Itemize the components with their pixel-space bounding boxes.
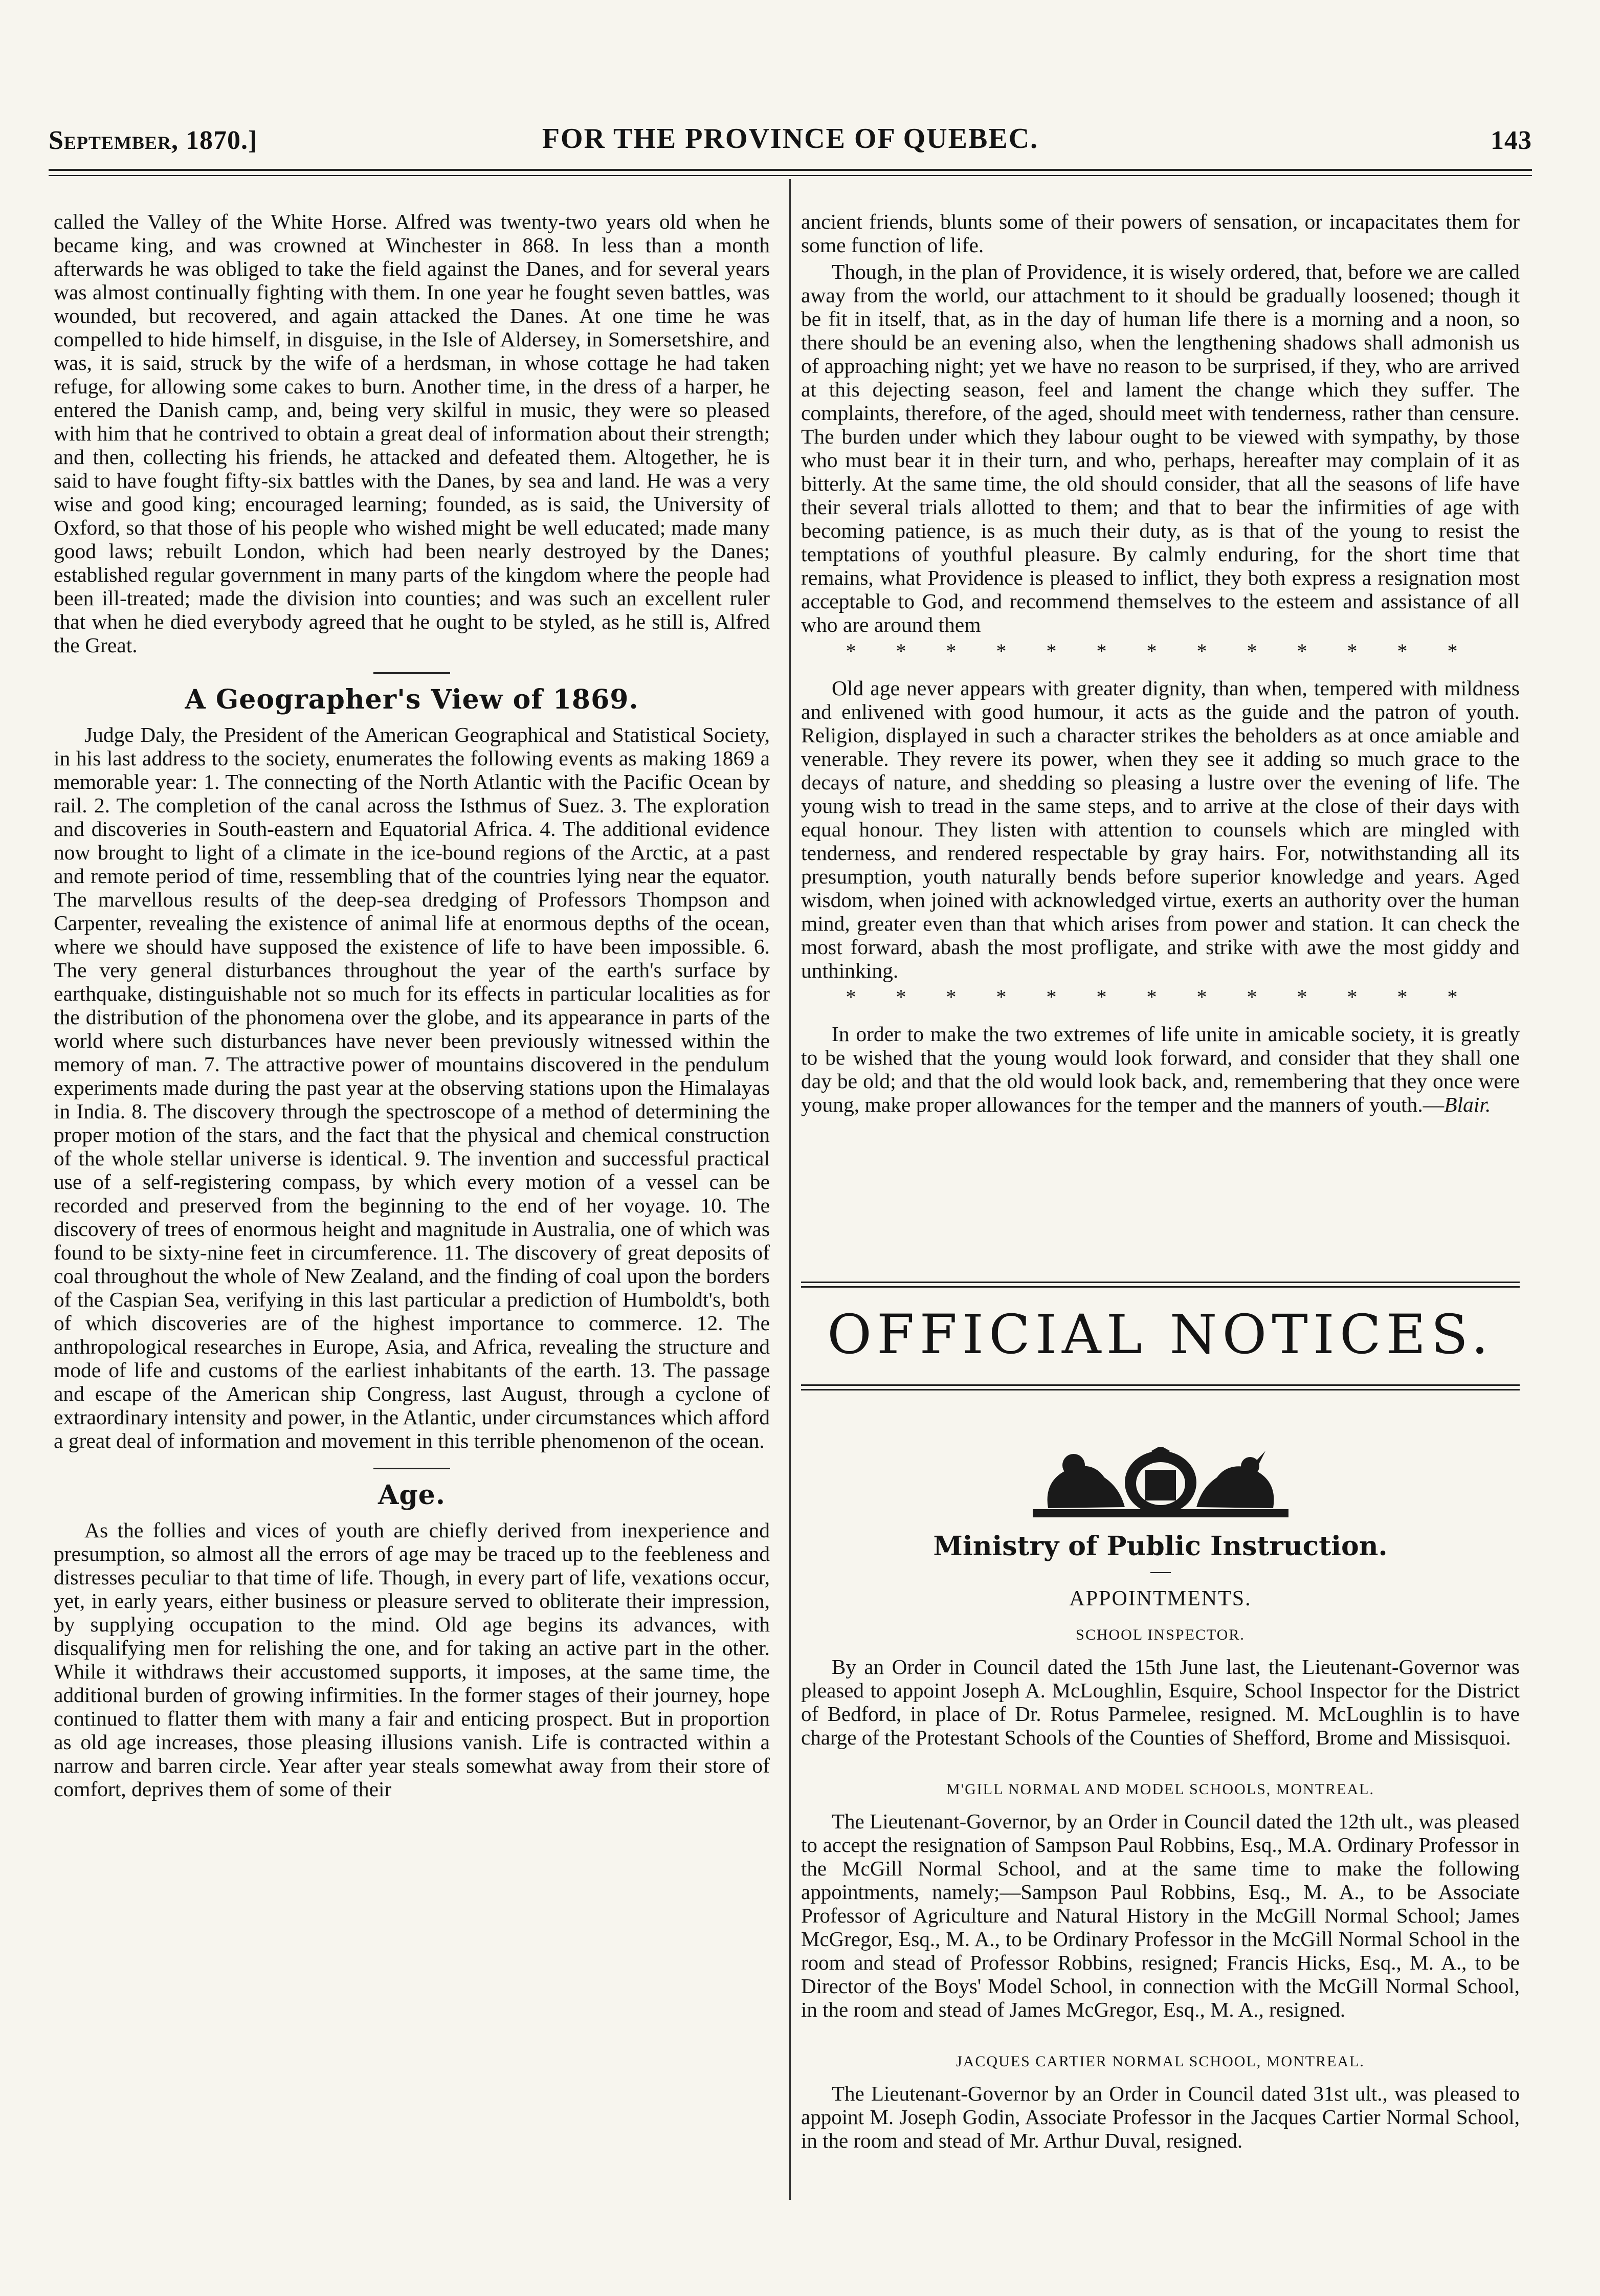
jacques-cartier-notice: The Lieutenant-Governor by an Order in Council dated 31st ult., was pleased to appoint M. Joseph Godin, Associate Professor in the Jacques Cartier Normal School, in the room and stead of Mr. Arthur Duval, resigned. — [801, 2082, 1520, 2152]
journal-title: FOR THE PROVINCE OF QUEBEC. — [542, 123, 1039, 154]
official-notices-heading: OFFICIAL NOTICES. — [827, 1303, 1494, 1366]
geographer-paragraph: Judge Daly, the President of the American Geographical and Statistical Society, in his last address to the society, enumerates the following events as making 1869 a memorable year: 1. The connecting of the North Atlantic with the Pacific Ocean by rail. 2. The completion of the canal across the Isthmus of Suez. 3. The exploration and discoveries in South-eastern and Equatorial Africa. 4. The additional evidence now brought to light of a climate in the ice-bound regions of the Arctic, at a past and remote period of time, ressembling that of the countries lying near the equator. The marvellous results of the deep-sea dredging of Professors Thompson and Carpenter, revealing the existence of animal life at enormous depths of the ocean, where we should have supposed the existence of life to have been impossible. 6. The very general disturbances throughout the year of the earth's surface by earthquake, distinguishable not so much for its effects in particular localities as for the distribution of the phonomena over the globe, and its appearance in parts of the world where such disturbances have never been previously witnessed within the memory of man. 7. The attractive power of mountains discovered in the pendulum experiments made during the past year at the observing stations upon the Himalayas in India. 8. The discovery through the spectroscope of a method of determining the proper motion of the stars, and the fact that the physical and chemical construction of the whole stellar universe is identical. 9. The invention and successful practical use of a self-registering compass, by which every motion of a vessel can be recorded and preserved from the beginning to the end of her voyage. 10. The discovery of trees of enormous height and magnitude in Australia, one of which was found to be sixty-nine feet in circumference. 11. The discovery of great deposits of coal throughout the whole of New Zealand, and the finding of coal upon the borders of the Caspian Sea, verifying in this last particular a prediction of Humboldt's, both of which discoveries are of the highest importance to commerce. 12. The anthropological researches in Europe, Asia, and Africa, revealing the structure and mode of life and customs of the earliest inhabitants of the earth. 13. The passage and escape of the American ship Congress, last August, through a cyclone of extraordinary intensity and power, in the Atlantic, under circumstances which afford a great deal of information and movement in this terrible phenomenon of the ocean. — [54, 723, 770, 1452]
school-inspector-heading: SCHOOL INSPECTOR. — [1076, 1626, 1245, 1643]
small-rule — [1150, 1572, 1171, 1573]
section-divider — [373, 1468, 450, 1469]
left-column — [54, 210, 770, 1804]
society-paragraph — [801, 1022, 1520, 1116]
age-heading: Age. — [378, 1480, 446, 1511]
section-divider — [373, 672, 450, 674]
school-inspector-notice: By an Order in Council dated the 15th June last, the Lieutenant-Governor was pleased to appoint Joseph A. McLoughlin, Esquire, School Inspector for the District of Bedford, in place of Dr. Rotus Parmelee, resigned. M. McLoughlin is to have charge of the Protestant Schools of the Counties of Shefford, Brome and Missisquoi. — [801, 1655, 1520, 1749]
page-header — [49, 115, 1532, 161]
providence-paragraph: Though, in the plan of Providence, it is wisely ordered, that, before we are called away from the world, our attachment to it should be gradually loosened; though it be fit in itself, that, as in the day of human life there is a morning and a noon, so there should be an evening also, when the lengthening shadows shall admonish us of approaching night; yet we have no reason to be surprised, if they, who are arrived at this dejecting season, feel and lament the change which they suffer. The complaints, therefore, of the aged, should meet with tenderness, rather than censure. The burden under which they labour ought to be viewed with sympathy, by those who must bear it in their turn, and who, perhaps, hereafter may complain of it as bitterly. At the same time, the old should consider, that all the seasons of life have their several trials allotted to them; and that to bear the infirmities of age with becoming patience, is as much their duty, as is that of the young to resist the temptations of youthful pleasure. By calmly enduring, for the short time that remains, what Providence is pleased to inflict, they both express a resignation most acceptable to God, and recommend themselves to the esteem and assistance of all who are around them — [801, 260, 1520, 636]
notices-body — [801, 1623, 1520, 2152]
column-separator — [789, 179, 791, 2200]
geographer-heading: A Geographer's View of 1869. — [185, 684, 639, 715]
author-signature: Blair. — [1444, 1093, 1491, 1116]
right-column — [801, 210, 1520, 1119]
issue-date: September, 1870.] — [49, 126, 258, 155]
alfred-paragraph: called the Valley of the White Horse. Alfred was twenty-two years old when he became king, and was crowned at Winchester in 868. In less than a month afterwards he was obliged to take the field against the Danes, and for several years was almost continually fighting with them. In one year he fought seven battles, was wounded, but recovered, and again attacked the Danes. At one time he was compelled to hide himself, in disguise, in the Isle of Aldersey, in Somersetshire, and was, it is said, struck by the wife of a herdsman, in whose cottage he had taken refuge, for allowing some cakes to burn. Another time, in the dress of a harper, he entered the Danish camp, and, being very skilful in music, they were so pleased with him that he contrived to obtain a great deal of information about their strength; and then, collecting his friends, he attacked and defeated them. Altogether, he is said to have fought fifty-six battles with the Danes, by sea and land. He was a very wise and good king; encouraged learning; founded, as is said, the University of Oxford, so that those of his people who wished might be well educated; made many good laws; rebuilt London, which had been nearly destroyed by the Danes; established regular government in many parts of the kingdom where the people had been ill-treated; made the division into counties; and was such an excellent ruler that when he died everybody agreed that he ought to be styled, as he still is, Alfred the Great. — [54, 210, 770, 657]
royal-coat-of-arms-icon — [1017, 1447, 1304, 1524]
age-paragraph: As the follies and vices of youth are chiefly derived from inexperience and presumption, so almost all the errors of age may be traced up to the feebleness and distresses peculiar to that time of life. Though, in every part of life, vexations occur, yet, in early years, either business or pleasure served to obliterate their impression, by supplying occupation to the mind. Old age begins its advances, with disqualifying men for relishing the one, and for taking an active part in the other. While it withdraws their accustomed supports, it imposes, at the same time, the additional burden of growing infirmities. In the former stages of their journey, hope continued to flatter them with many a fair and enticing prospect. But in proportion as old age increases, those pleasing illusions vanish. Life is contracted within a narrow and barren circle. Year after year steals somewhat away from their store of comfort, deprives them of some of their — [54, 1518, 770, 1801]
society-paragraph-text: In order to make the two extremes of life unite in amicable society, it is greatly to be wished that the young would look forward, and consider that they shall one day be old; and that the old would look back, and, remembering that they once were young, make proper allowances for the temper and the manners of youth.— — [801, 1022, 1520, 1116]
double-rule — [801, 1282, 1520, 1288]
mcgill-heading: M'GILL NORMAL AND MODEL SCHOOLS, MONTREAL. — [946, 1781, 1374, 1798]
jacques-cartier-heading: JACQUES CARTIER NORMAL SCHOOL, MONTREAL. — [956, 2053, 1365, 2070]
page-number: 143 — [1491, 126, 1532, 155]
appointments-heading: APPOINTMENTS. — [1069, 1587, 1252, 1610]
header-rule-thin — [49, 175, 1532, 176]
mcgill-notice: The Lieutenant-Governor, by an Order in Council dated the 12th ult., was pleased to accept the resignation of Sampson Paul Robbins, Esq., M.A. Ordinary Professor in the McGill Normal School, and at the same time to make the following appointments, namely;—Sampson Paul Robbins, Esq., M. A., to be Associate Professor of Agriculture and Natural History in the McGill Normal School; James McGregor, Esq., M. A., to be Ordinary Professor in the McGill Normal School in the room and stead of Professor Robbins, resigned; Francis Hicks, Esq., M. A., to be Director of the Boys' Model School, in connection with the McGill Normal School, in the room and stead of James McGregor, Esq., M. A., resigned. — [801, 1809, 1520, 2021]
asterisk-separator: * * * * * * * * * * * * * — [846, 639, 1475, 663]
ministry-heading: Ministry of Public Instruction. — [933, 1531, 1388, 1562]
header-rule — [49, 169, 1532, 171]
double-rule — [801, 1384, 1520, 1390]
dignity-paragraph: Old age never appears with greater dignity, than when, tempered with mildness and enlivened with good humour, it acts as the guide and the patron of youth. Religion, displayed in such a character strikes the beholders as at once amiable and venerable. They revere its power, when they see it adding so much grace to the decays of nature, and shedding so pleasing a lustre over the evening of life. The young wish to tread in the same steps, and to arrive at the close of their days with equal honour. They listen with attention to counsels which are mingled with tenderness, and rendered respectable by gray hairs. For, notwithstanding all its presumption, youth naturally bends before superior knowledge and years. Aged wisdom, when joined with acknowledged virtue, exerts an authority over the human mind, greater even than that which arises from power and station. It can check the most forward, abash the most profligate, and strike with awe the most giddy and unthinking. — [801, 676, 1520, 982]
asterisk-separator: * * * * * * * * * * * * * — [846, 985, 1475, 1008]
age-continued-paragraph: ancient friends, blunts some of their powers of sensation, or incapacitates them for some function of life. — [801, 210, 1520, 257]
official-notices-section — [801, 1282, 1520, 2155]
